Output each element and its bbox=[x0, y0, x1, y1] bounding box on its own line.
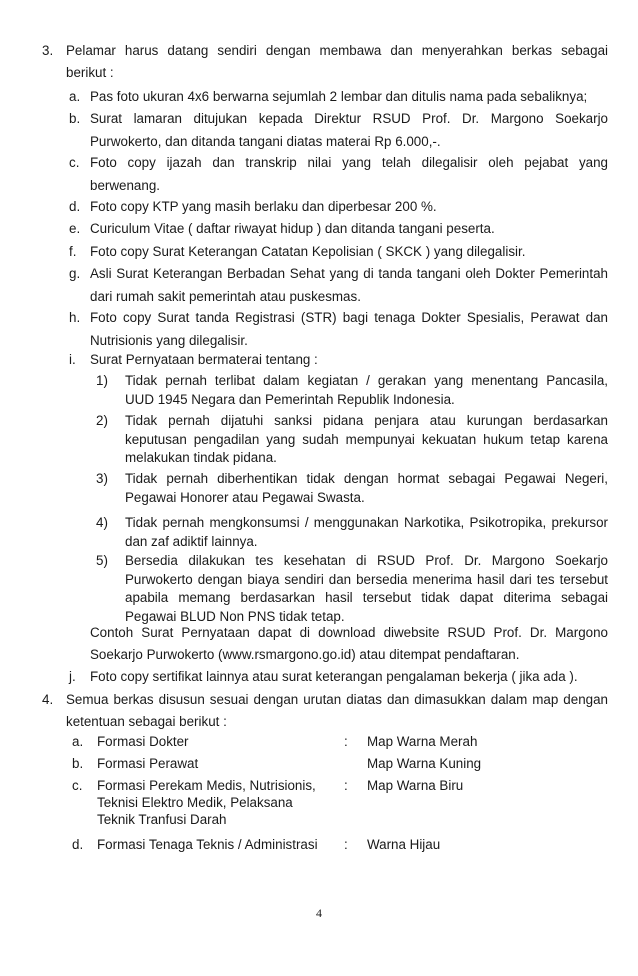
formation-name: Teknisi Elektro Medik, Pelaksana bbox=[97, 795, 293, 810]
sub-item-line: Pas foto ukuran 4x6 berwarna sejumlah 2 lembar dan ditulis nama pada sebaliknya; bbox=[90, 89, 588, 104]
declaration-marker: 5) bbox=[96, 553, 108, 568]
sub-item-j-text: Foto copy sertifikat lainnya atau surat keterangan pengalaman bekerja ( jika ada ). bbox=[90, 669, 578, 684]
table-colon: : bbox=[344, 778, 348, 793]
sub-item-marker: b. bbox=[69, 111, 81, 126]
declaration-line: Tidak pernah dijatuhi sanksi pidana penjara atau kurungan berdasarkan bbox=[125, 413, 608, 428]
formation-name: Formasi Dokter bbox=[97, 734, 189, 749]
sub-item-marker: f. bbox=[69, 244, 77, 259]
declaration-line: melakukan tindak pidana. bbox=[125, 450, 277, 465]
sub-item-marker-j: j. bbox=[69, 669, 76, 684]
sub-item-marker: g. bbox=[69, 266, 81, 281]
item-3-line-1: Pelamar harus datang sendiri dengan membawa dan menyerahkan berkas sebagai bbox=[66, 43, 608, 58]
declaration-marker: 2) bbox=[96, 413, 108, 428]
table-colon: : bbox=[344, 837, 348, 852]
item-4-line-2: ketentuan sebagai berikut : bbox=[66, 714, 227, 729]
declaration-line: Tidak pernah terlibat dalam kegiatan / gerakan yang menentang Pancasila, bbox=[125, 373, 608, 388]
declaration-line: UUD 1945 Negara dan Pemerintah Republik Indonesia. bbox=[125, 391, 455, 407]
page-number: 4 bbox=[316, 906, 322, 920]
sub-item-marker: c. bbox=[69, 155, 80, 170]
sub-item-line: Curiculum Vitae ( daftar riwayat hidup ) dan ditanda tangani peserta. bbox=[90, 221, 495, 236]
sub-item-marker: a. bbox=[69, 89, 81, 104]
contoh-line-1: Contoh Surat Pernyataan dapat di download diwebsite RSUD Prof. Dr. Margono bbox=[90, 625, 608, 640]
sub-item-line: Foto copy Surat tanda Registrasi (STR) bagi tenaga Dokter Spesialis, Perawat dan bbox=[90, 310, 608, 325]
sub-item-line: Foto copy Surat Keterangan Catatan Kepolisian ( SKCK ) yang dilegalisir. bbox=[90, 244, 526, 259]
table-row-marker: c. bbox=[72, 778, 83, 793]
sub-item-line: Nutrisionis yang dilegalisir. bbox=[90, 332, 248, 348]
table-row-marker: d. bbox=[72, 837, 84, 852]
sub-item-line: Foto copy ijazah dan transkrip nilai yang telah dilegalisir oleh pejabat yang bbox=[90, 155, 608, 170]
sub-item-marker: d. bbox=[69, 199, 81, 214]
item-3-number: 3. bbox=[42, 43, 54, 58]
declaration-line: keputusan pengadilan yang sudah mempunyai kekuatan hukum tetap karena bbox=[125, 431, 608, 447]
sub-item-line: Asli Surat Keterangan Berbadan Sehat yang di tanda tangani oleh Dokter Pemerintah bbox=[90, 266, 608, 281]
sub-item-line: Purwokerto, dan ditanda tangani diatas materai Rp 6.000,-. bbox=[90, 133, 441, 149]
formation-name: Formasi Perekam Medis, Nutrisionis, bbox=[97, 778, 316, 793]
declaration-line: Bersedia dilakukan tes kesehatan di RSUD Prof. Dr. Margono Soekarjo bbox=[125, 553, 608, 568]
declaration-line: Purwokerto dengan biaya sendiri dan bersedia menerima hasil dari tes tersebut bbox=[125, 571, 608, 587]
sub-item-marker: h. bbox=[69, 310, 81, 325]
declaration-marker: 3) bbox=[96, 471, 108, 486]
table-colon: : bbox=[344, 734, 348, 749]
table-row-marker: a. bbox=[72, 734, 84, 749]
folder-color: Warna Hijau bbox=[367, 837, 441, 852]
sub-item-line: Surat lamaran ditujukan kepada Direktur RSUD Prof. Dr. Margono Soekarjo bbox=[90, 111, 608, 126]
formation-name: Teknik Tranfusi Darah bbox=[97, 812, 227, 827]
sub-item-line: Foto copy KTP yang masih berlaku dan diperbesar 200 %. bbox=[90, 199, 437, 214]
declaration-line: dan zaf adiktif lainnya. bbox=[125, 533, 258, 549]
declaration-line: Tidak pernah diberhentikan tidak dengan hormat sebagai Pegawai Negeri, bbox=[125, 471, 608, 486]
sub-item-marker: i. bbox=[69, 352, 76, 367]
formation-name: Formasi Tenaga Teknis / Administrasi bbox=[97, 837, 318, 852]
declaration-line: Pegawai BLUD Non PNS tidak tetap. bbox=[125, 608, 345, 624]
declaration-line: apabila memang berdasarkan hasil tersebut tidak dapat diterima sebagai bbox=[125, 590, 608, 605]
declaration-line: Tidak pernah mengkonsumsi / menggunakan Narkotika, Psikotropika, prekursor bbox=[125, 515, 608, 530]
declaration-line: Pegawai Honorer atau Pegawai Swasta. bbox=[125, 489, 365, 505]
table-row-marker: b. bbox=[72, 756, 84, 771]
sub-item-line: berwenang. bbox=[90, 177, 160, 193]
folder-color: Map Warna Merah bbox=[367, 734, 478, 749]
contoh-line-2: Soekarjo Purwokerto (www.rsmargono.go.id) atau ditempat pendaftaran. bbox=[90, 647, 520, 662]
item-4-number: 4. bbox=[42, 692, 54, 707]
sub-item-line: Surat Pernyataan bermaterai tentang : bbox=[90, 352, 318, 367]
sub-item-line: dari rumah sakit pemerintah atau puskesmas. bbox=[90, 288, 361, 304]
item-3-line-2: berikut : bbox=[66, 65, 114, 80]
formation-name: Formasi Perawat bbox=[97, 756, 199, 771]
folder-color: Map Warna Kuning bbox=[367, 756, 482, 771]
declaration-marker: 1) bbox=[96, 373, 108, 388]
item-4-line-1: Semua berkas disusun sesuai dengan urutan diatas dan dimasukkan dalam map dengan bbox=[66, 692, 608, 707]
folder-color: Map Warna Biru bbox=[367, 778, 464, 793]
declaration-marker: 4) bbox=[96, 515, 108, 530]
sub-item-marker: e. bbox=[69, 221, 81, 236]
